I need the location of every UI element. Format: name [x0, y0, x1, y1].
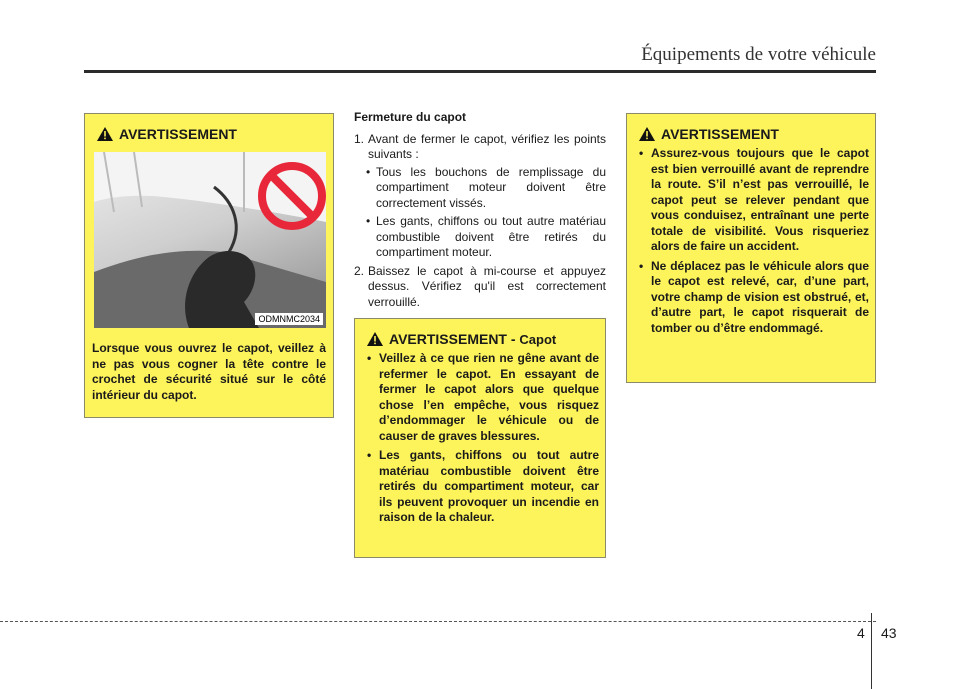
list-item: • Ne déplacez pas le véhicule alors que le capot est relevé, car, d’une part, votre champ de vision est obstrué, et, d’autre part, le capot risquerait de tomber ou d’être endommagé.: [639, 259, 869, 337]
step-2-text: Baissez le capot à mi-course et appuyez dessus. Vérifiez qu'il est correctement verrouillé.: [368, 263, 606, 309]
page-header-title: Équipements de votre véhicule: [641, 44, 876, 65]
footer-divider: [871, 613, 872, 689]
image-code-label: ODMNMC2034: [255, 313, 323, 325]
hood-illustration: [94, 152, 326, 328]
step-1: [354, 132, 606, 163]
footer-rule: [0, 621, 876, 622]
list-item: • Assurez-vous toujours que le capot est bien verrouillé avant de reprendre la route. S’il n’est pas verrouillé, le capot peut se relever pendant que vous conduisez, entraînant une perte totale de visibilité. Vous risqueriez alors de faire un accident.: [639, 146, 869, 255]
left-warning-box: [84, 113, 334, 418]
step-2: [354, 264, 606, 311]
left-warning-text: Lorsque vous ouvrez le capot, veillez à ne pas vous cogner la tête contre le crochet de sécurité situé sur le côté intérieur du capot.: [92, 341, 326, 402]
step-1-sub-2: [354, 214, 606, 261]
header-rule: [84, 70, 876, 73]
middle-warning-box: [354, 318, 606, 558]
hood-closing-section: [354, 110, 606, 312]
step-1-text: Avant de fermer le capot, vérifiez les points suivants :: [368, 131, 606, 161]
list-item: • Les gants, chiffons ou tout autre matériau combustible doivent être retirés du compartiment moteur, car ils peuvent provoquer un incendie en raison de la chaleur.: [367, 448, 599, 526]
warning-triangle-icon: [97, 127, 113, 141]
middle-warning-title: [367, 331, 556, 347]
step-1-number: 1.: [354, 131, 365, 146]
chapter-number: 4: [857, 625, 865, 641]
right-warning-title: [639, 126, 779, 142]
section-heading: Fermeture du capot: [354, 110, 467, 124]
bullet: •: [366, 164, 371, 179]
page-number: 43: [881, 625, 897, 641]
list-item: • Veillez à ce que rien ne gêne avant de refermer le capot. En essayant de fermer le capot alors que quelque chose l’en empêche, vous risquez d’endommager le véhicule ou de causer de graves blessures.: [367, 351, 599, 444]
step-1-sub-1: [354, 165, 606, 212]
warning-triangle-icon: [639, 127, 655, 141]
warning-triangle-icon: [367, 332, 383, 346]
right-warning-title-text: AVERTISSEMENT: [661, 126, 779, 142]
bullet: •: [366, 214, 371, 228]
right-warning-list: [639, 146, 869, 340]
step-1-sub-1-text: Tous les bouchons de remplissage du compartiment moteur doivent être correctement vissés.: [376, 164, 606, 210]
hood-drawing: [94, 152, 326, 328]
left-warning-title: [97, 126, 237, 142]
step-2-number: 2.: [354, 263, 365, 278]
middle-warning-title-text: AVERTISSEMENT - Capot: [389, 331, 557, 347]
step-1-sub-2-text: Les gants, chiffons ou tout autre matériau combustible doivent être retirés du compartiment moteur.: [376, 214, 606, 259]
middle-warning-list: [367, 351, 599, 530]
right-warning-box: [626, 113, 876, 383]
left-warning-title-text: AVERTISSEMENT: [119, 126, 237, 142]
